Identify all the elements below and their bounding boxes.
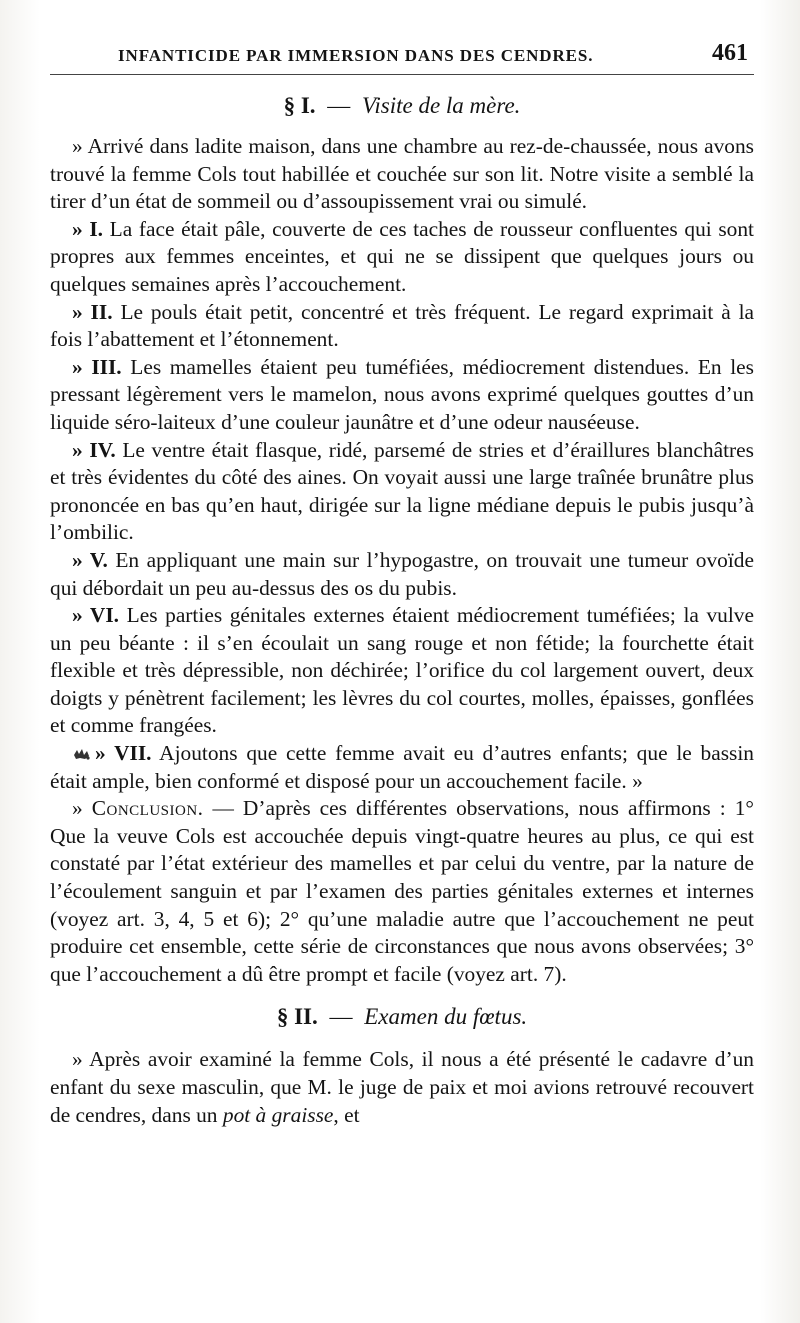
section-title: Examen du fœtus. xyxy=(364,1004,528,1030)
paragraph-text: Le ventre était flasque, ridé, parsemé de stries et d’éraillures blanchâtres et très évidentes du côté des aines. On voyait aussi une large traînée brunâtre plus prononcée en bas qu’en haut, dirigée sur la ligne médiane depuis le pubis jusqu’à l’ombilic. xyxy=(50,437,754,545)
paragraph-prefix: » xyxy=(72,134,83,158)
paragraph-article-4 xyxy=(50,437,754,547)
page-header xyxy=(50,40,754,75)
section-dash: — xyxy=(329,1004,353,1030)
body-text xyxy=(50,133,754,988)
section-number: § II. xyxy=(276,1004,318,1030)
paragraph-prefix: » xyxy=(72,1047,83,1072)
paragraph-text: Après avoir examiné la femme Cols, il nous a été présenté le cadavre d’un enfant du sexe masculin, que M. le juge de paix et moi avions retrouvé recouvert de cendres, dans un xyxy=(50,1047,754,1127)
paragraph-article-6 xyxy=(50,602,754,740)
article-number: » V. xyxy=(72,547,108,572)
paragraph-text: Le pouls était petit, concentré et très fréquent. Le regard exprimait à la fois l’abattement et l’étonnement. xyxy=(50,299,755,352)
article-number: » VI. xyxy=(72,603,120,628)
paragraph-article-7 xyxy=(50,740,754,795)
article-number: » IV. xyxy=(72,437,116,462)
paragraph-text: Les mamelles étaient peu tuméfiées, médiocrement distendues. En les pressant légèrement vers le mamelon, nous avons exprimé quelques gouttes d’un liquide séro-laiteux d’une couleur jaunâtre et d’une odeur nauséeuse. xyxy=(50,354,754,434)
body-text-continued xyxy=(50,1046,754,1129)
section-dash: — xyxy=(327,93,351,118)
paragraph-article-1 xyxy=(50,216,754,299)
article-number: » II. xyxy=(72,299,113,324)
paragraph-text: — D’après ces différentes observations, nous affirmons : 1° Que la veuve Cols est accouchée depuis vingt-quatre heures au plus, ce qui est constaté par l’état extérieur des mamelles et par celui du ventre, par la nature de l’écoulement sanguin et par l’examen des parties génitales externes et internes (voyez art. 3, 4, 5 et 6); 2° qu’une maladie autre que l’accouchement ne peut produire cet ensemble, cette série de circonstances que nous avons observées; 3° que l’accouchement a dû être prompt et facile (voyez art. 7). xyxy=(50,796,754,986)
conclusion-label: Conclusion. xyxy=(91,796,204,821)
paragraph-prefix: » xyxy=(72,796,83,821)
article-number: » I. xyxy=(72,216,103,241)
paragraph-intro xyxy=(50,133,754,216)
paragraph-text: La face était pâle, couverte de ces taches de rousseur confluentes qui sont propres aux femmes enceintes, et qui ne se dissipent que quelques jours ou quelques semaines après l’accouchement. xyxy=(50,216,754,296)
article-number: » VII. xyxy=(95,741,152,766)
article-number: » III. xyxy=(72,354,122,379)
section-title: Visite de la mère. xyxy=(362,93,521,118)
ink-blot-icon xyxy=(72,747,92,761)
page-number: 461 xyxy=(712,40,748,66)
paragraph-fetus xyxy=(50,1046,754,1129)
paragraph-text: Arrivé dans ladite maison, dans une chambre au rez-de-chaussée, nous avons trouvé la femme Cols tout habillée et couchée sur son lit. Notre visite a semblé la tirer d’un état de sommeil ou d’assoupissement vrai ou simulé. xyxy=(50,134,755,214)
paragraph-text: Les parties génitales externes étaient médiocrement tuméfiées; la vulve un peu béante : il s’en écoulait un sang rouge et non fétide; la fourchette était flexible et très dépressible, non déchirée; l’orifice du col largement ouvert, deux doigts y pénètrent facilement; les lèvres du col courtes, molles, épaisses, gonflées et comme frangées. xyxy=(50,603,754,738)
paragraph-article-2 xyxy=(50,299,754,354)
paragraph-article-5 xyxy=(50,547,754,602)
paragraph-text: Ajoutons que cette femme avait eu d’autres enfants; que le bassin était ample, bien conformé et disposé pour un accouchement facile. » xyxy=(50,741,754,793)
paragraph-conclusion xyxy=(50,795,754,988)
section-heading-visite xyxy=(50,91,754,121)
paragraph-article-3 xyxy=(50,354,754,437)
italic-phrase: pot à graisse xyxy=(222,1102,334,1127)
paragraph-text-end: , et xyxy=(333,1102,360,1127)
paragraph-text: En appliquant une main sur l’hypogastre, on trouvait une tumeur ovoïde qui débordait un peu au-dessus des os du pubis. xyxy=(50,547,754,600)
section-heading-examen xyxy=(50,1002,754,1032)
section-number: § I. xyxy=(283,93,316,118)
running-title: INFANTICIDE PAR IMMERSION DANS DES CENDRES. xyxy=(118,46,594,65)
